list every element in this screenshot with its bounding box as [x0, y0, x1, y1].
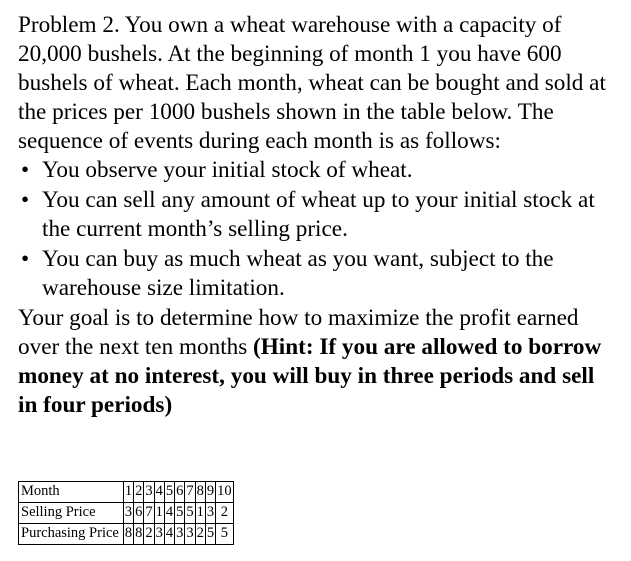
table-cell: 5: [164, 482, 174, 503]
table-cell: 8: [134, 524, 144, 545]
table-cell: 4: [154, 482, 164, 503]
bullet-text: You observe your initial stock of wheat.: [42, 157, 413, 183]
event-sequence-list: [18, 156, 618, 304]
table-cell: 3: [205, 503, 215, 524]
table-cell: 4: [164, 503, 174, 524]
row-label: Month: [19, 482, 124, 503]
table-cell: 3: [144, 482, 154, 503]
table-cell: 1: [154, 503, 164, 524]
bullet-item: [18, 186, 618, 245]
table-cell: 5: [216, 524, 234, 545]
problem-intro: [18, 11, 618, 156]
table-cell: 4: [164, 524, 174, 545]
table-cell: 1: [123, 482, 133, 503]
hint-text: (Hint: If you are allowed to borrow money at no interest, you will buy in three periods and sell in four periods): [18, 333, 602, 418]
table-row-selling-price: [19, 503, 234, 524]
bullet-text: You can sell any amount of wheat up to your initial stock at the current month’s selling price.: [42, 186, 595, 242]
table-cell: 5: [185, 503, 195, 524]
table-cell: 9: [205, 482, 215, 503]
problem-text-block: [18, 11, 618, 420]
problem-intro-text: Problem 2. You own a wheat warehouse with a capacity of 20,000 bushels. At the beginning of month 1 you have 600 bushels of wheat. Each month, wheat can be bought and sold at the prices per 1000 bushels shown in the table below. The sequence of events during each month is as follows:: [18, 12, 606, 154]
table-cell: 3: [123, 503, 133, 524]
table-cell: 2: [216, 503, 234, 524]
goal-paragraph: [18, 304, 618, 420]
table-cell: 1: [195, 503, 205, 524]
table-cell: 6: [175, 482, 185, 503]
table-cell: 7: [185, 482, 195, 503]
table-row-month: [19, 482, 234, 503]
bullet-icon: •: [21, 157, 30, 183]
table-cell: 3: [175, 524, 185, 545]
bullet-text: You can buy as much wheat as you want, subject to the warehouse size limitation.: [42, 245, 554, 301]
table-cell: 6: [134, 503, 144, 524]
table-cell: 7: [144, 503, 154, 524]
table-cell: 10: [216, 482, 234, 503]
bullet-icon: •: [21, 186, 30, 213]
table-cell: 2: [134, 482, 144, 503]
table-cell: 8: [123, 524, 133, 545]
table-cell: 2: [195, 524, 205, 545]
table-cell: 3: [154, 524, 164, 545]
table-cell: 2: [144, 524, 154, 545]
bullet-item: [18, 245, 618, 304]
row-label: Selling Price: [19, 503, 124, 524]
table-row-purchasing-price: [19, 524, 234, 545]
price-table: [18, 481, 234, 545]
table-cell: 5: [205, 524, 215, 545]
goal-text: Your goal is to determine how to maximize the profit earned over the next ten months: [18, 304, 579, 360]
table-cell: 5: [175, 503, 185, 524]
bullet-item: [18, 156, 618, 186]
table-cell: 3: [185, 524, 195, 545]
row-label: Purchasing Price: [19, 524, 124, 545]
table-cell: 8: [195, 482, 205, 503]
bullet-icon: •: [21, 245, 30, 272]
